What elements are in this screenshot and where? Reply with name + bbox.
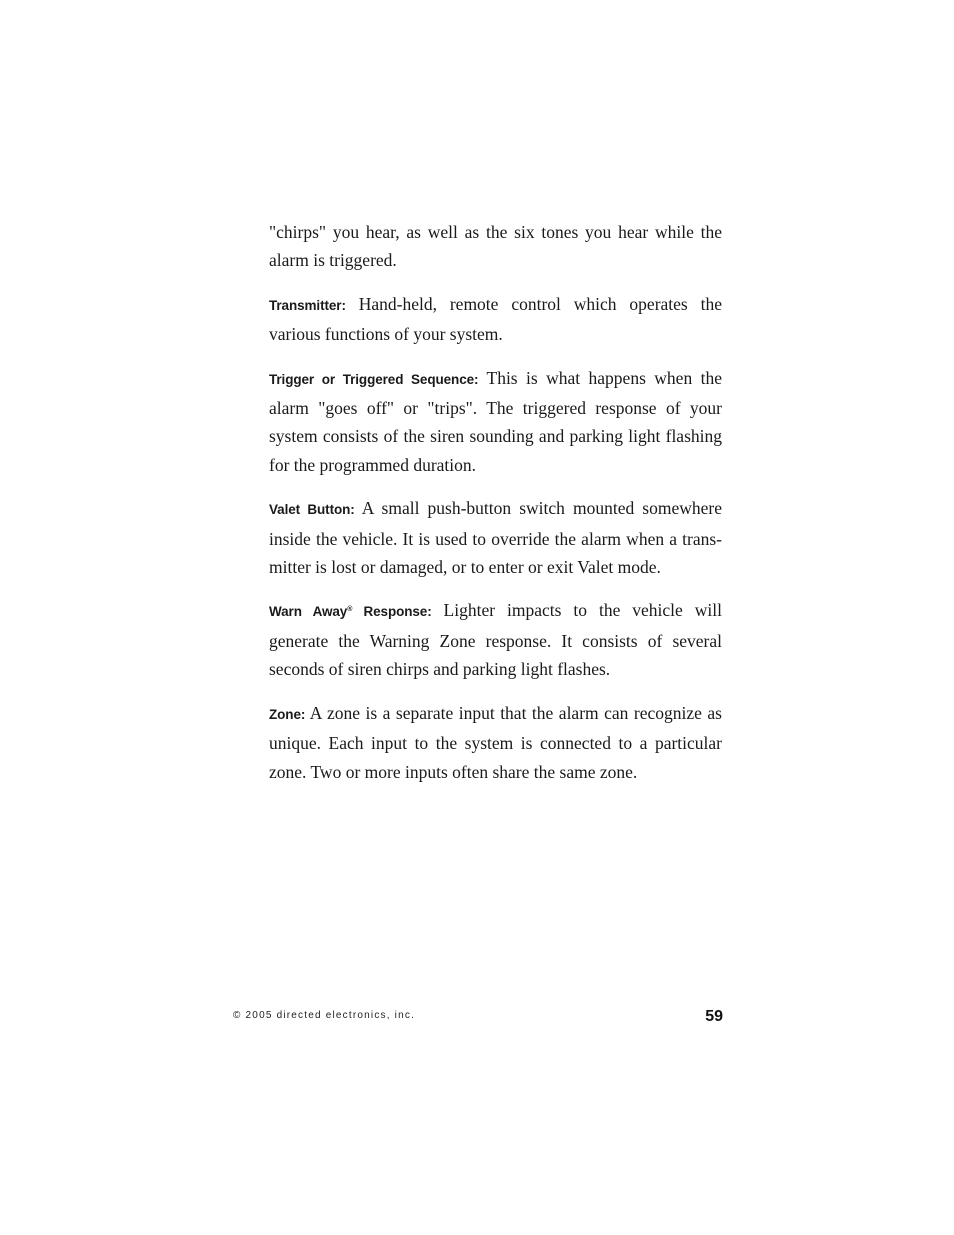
glossary-entry-valet-button [269, 494, 722, 581]
glossary-term: Zone: [269, 706, 306, 722]
page-number: 59 [705, 1008, 723, 1025]
glossary-entry-trigger [269, 364, 722, 480]
glossary-entry-warn-away [269, 596, 722, 683]
glossary-content [269, 218, 722, 801]
glossary-definition: A zone is a separate input that the alarm can recognize as unique. Each input to the system is connected to a particular zone. Two or more inputs often share the same zone. [269, 702, 722, 782]
glossary-term: Trigger or Triggered Sequence: [269, 371, 479, 387]
glossary-term: Transmitter: [269, 297, 346, 313]
glossary-continued-paragraph [269, 218, 722, 275]
glossary-definition: Lighter impacts to the vehicle will generate the Warning Zone response. It consists of several seconds of siren chirps and parking light flashes. [269, 600, 722, 680]
glossary-definition: Hand-held, remote control which operates the various functions of your system. [269, 293, 722, 345]
glossary-entry-zone [269, 699, 722, 786]
glossary-term: Valet Button: [269, 502, 355, 518]
footer-copyright: © 2005 directed electronics, inc. [233, 1010, 416, 1021]
glossary-entry-transmitter [269, 290, 722, 349]
glossary-definition: A small push-button switch mounted somewhere inside the vehicle. It is used to override the alarm when a transmitter is lost or damaged, or to enter or exit Valet mode. [269, 498, 722, 578]
continued-text: "chirps" you hear, as well as the six tones you hear while the alarm is triggered. [269, 222, 722, 271]
glossary-term: Warn Away® Response: [269, 604, 432, 620]
glossary-definition: This is what happens when the alarm "goes off" or "trips". The triggered response of your system consists of the siren sounding and parking light flashing for the programmed duration. [269, 367, 722, 475]
registered-mark: ® [347, 606, 353, 614]
